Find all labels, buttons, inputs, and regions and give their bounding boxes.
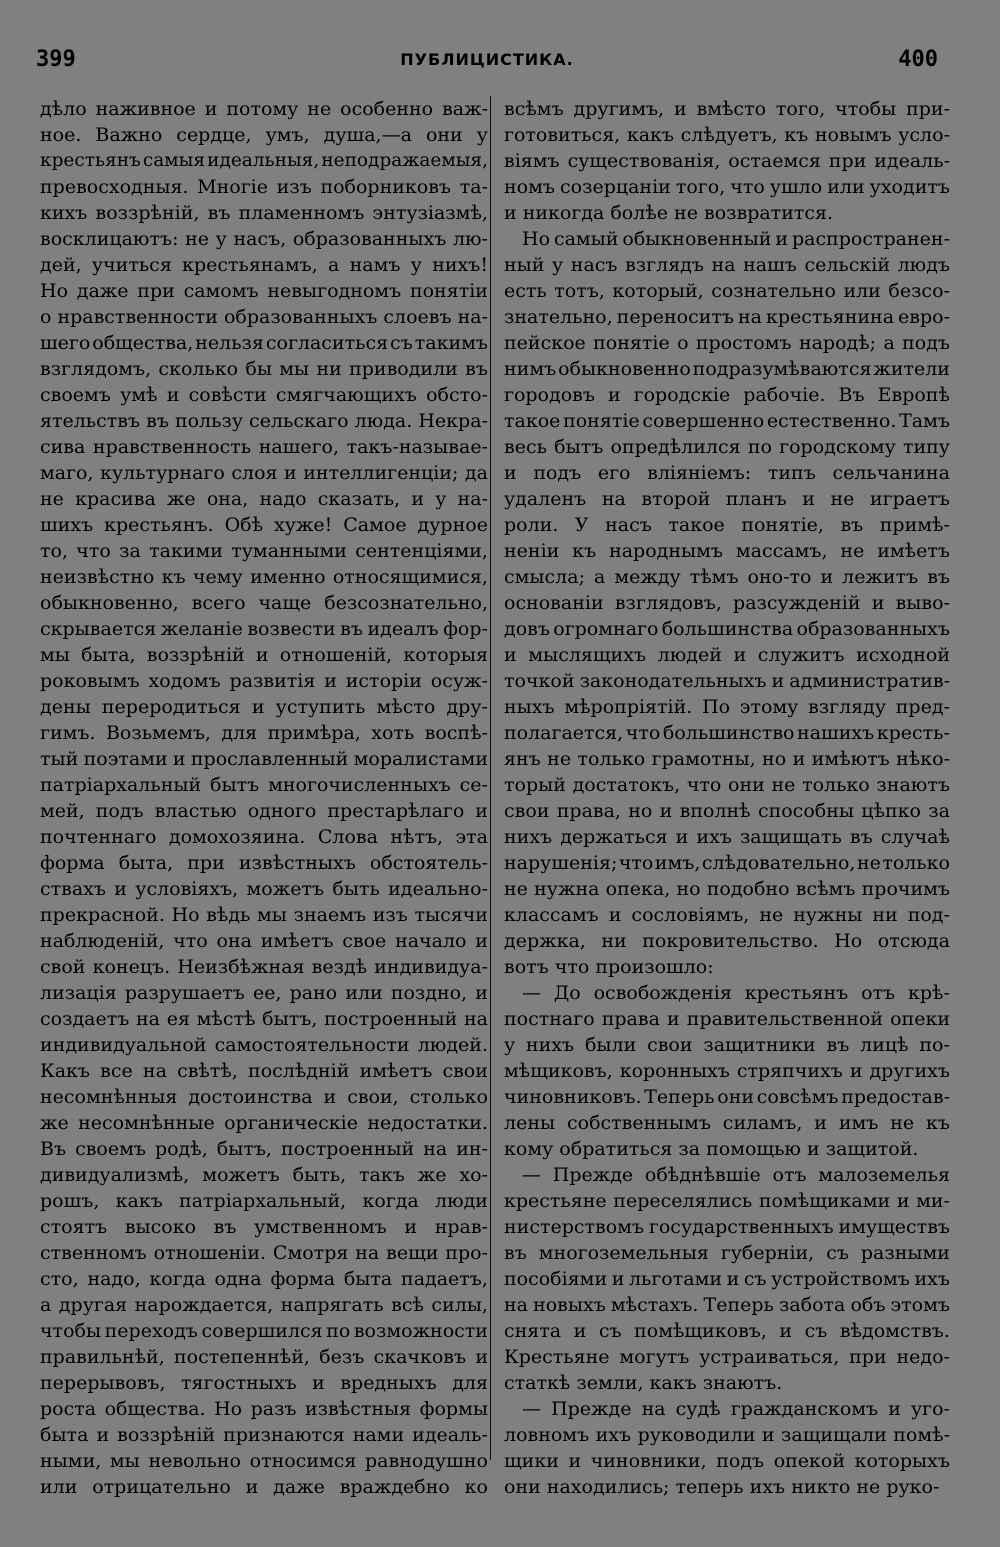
text-line: свой конецъ. Неизбѣжная вездѣ индивидуа- — [40, 956, 488, 978]
text-line: вотъ что произошло: — [504, 956, 714, 978]
text-line: восклицаютъ: не у насъ, образованныхъ лю- — [40, 228, 488, 250]
text-line: сива нравственность нашего, такъ-называе- — [40, 436, 488, 458]
text-line: взглядомъ, сколько бы мы ни приводили въ — [40, 358, 488, 380]
text-line: знательно, переноситъ на крестьянина евро- — [504, 306, 950, 328]
text-line: гимъ. Возьмемъ, для примѣра, хоть воспѣ- — [40, 722, 488, 744]
text-line: то, что за такими туманными сентенціями, — [40, 540, 488, 562]
running-header — [36, 42, 938, 76]
text-line: лизація разрушаетъ ее, рано или поздно, и — [40, 982, 488, 1004]
text-line: классамъ и сословіямъ, не нужны ни под- — [504, 904, 950, 926]
text-line: чиновниковъ. Теперь они совсѣмъ предостав- — [504, 1086, 950, 1108]
text-line: правильнѣй, постепеннѣй, безъ скачковъ и — [40, 1346, 488, 1368]
text-line: сто, надо, когда одна форма быта падаетъ, — [40, 1268, 488, 1290]
text-line: дивидуализмѣ, можетъ быть, такъ же хо- — [40, 1164, 488, 1186]
text-line: торый достатокъ, что они не только знаютъ — [504, 774, 950, 796]
page-number-left: 399 — [36, 46, 76, 72]
text-line: Въ своемъ родѣ, бытъ, построенный на ин- — [40, 1138, 488, 1160]
text-line: чтобы переходъ совершился по возможности — [40, 1320, 488, 1342]
text-line: несомнѣнныя достоинства и свои, столько — [40, 1086, 488, 1108]
text-line: превосходныя. Многіе изъ поборниковъ та- — [40, 176, 488, 198]
text-line: рошъ, какъ патріархальный, когда люди — [40, 1190, 488, 1212]
text-line: пособіями и льготами и съ устройствомъ ихъ — [504, 1268, 950, 1290]
text-line: готовиться, какъ слѣдуетъ, къ новымъ усло- — [504, 124, 950, 146]
text-line: роста общества. Но разъ извѣстныя формы — [40, 1398, 488, 1420]
text-line: обыкновенно, всего чаще безсознательно, — [40, 592, 488, 614]
text-line: патріархальный бытъ многочисленныхъ се- — [40, 774, 488, 796]
text-line: нимъ обыкновенно подразумѣваются жители — [504, 358, 950, 380]
text-line: — Прежде на судѣ гражданскомъ и уго- — [522, 1398, 950, 1420]
text-line: стоятъ высоко въ умственномъ и нрав- — [40, 1216, 488, 1238]
text-line: нихъ держаться и ихъ защищать въ случаѣ — [504, 826, 950, 848]
text-line: ными, мы невольно относимся равнодушно — [40, 1450, 488, 1472]
text-line: постнаго права и правительственной опеки — [504, 1008, 950, 1030]
text-line: такое понятіе совершенно естественно. Тамъ — [504, 410, 950, 432]
text-line: точкой законодательныхъ и административ- — [504, 670, 950, 692]
left-column — [40, 96, 488, 1500]
text-line: ствахъ и условіяхъ, можетъ быть идеально- — [40, 878, 488, 900]
text-line: ловномъ ихъ руководили и защищали помѣ- — [504, 1424, 950, 1446]
text-line: удаленъ на второй планъ и не играетъ — [504, 488, 950, 510]
text-line: быта и воззрѣній признаются нами идеаль- — [40, 1424, 488, 1446]
text-line: мей, подъ властью одного престарѣлаго и — [40, 800, 488, 822]
text-line: Но самый обыкновенный и распространен- — [522, 228, 950, 250]
text-line: — До освобожденія крестьянъ отъ крѣ- — [522, 982, 950, 1004]
running-title: ПУБЛИЦИСТИКА. — [400, 49, 574, 69]
text-line: Но даже при самомъ невыгодномъ понятіи — [40, 280, 488, 302]
text-line: наблюденій, что она имѣетъ свое начало и — [40, 930, 488, 952]
text-line: віямъ существованія, остаемся при идеаль- — [504, 150, 950, 172]
text-line: тый поэтами и прославленный моралистами — [40, 748, 488, 770]
text-line: ственномъ отношеніи. Смотря на вещи про- — [40, 1242, 488, 1264]
text-line: основаніи взглядовъ, разсужденій и выво- — [504, 592, 950, 614]
text-line: у нихъ были свои защитники въ лицѣ по- — [504, 1034, 950, 1056]
text-line: щики и чиновники, подъ опекой которыхъ — [504, 1450, 950, 1472]
text-line: ный у насъ взглядъ на нашъ сельскій людъ — [504, 254, 950, 276]
text-line: нистерствомъ государственныхъ имуществъ — [504, 1216, 950, 1238]
text-line: кому обратиться за помощью и защитой. — [504, 1138, 919, 1160]
text-line: смысла; а между тѣмъ оно-то и лежитъ въ — [504, 566, 950, 588]
text-line: неніи къ народнымъ массамъ, не имѣетъ — [504, 540, 950, 562]
text-line: Какъ все на свѣтѣ, послѣдній имѣетъ свои — [40, 1060, 488, 1082]
text-line: Крестьяне могутъ устраиваться, при недо- — [504, 1346, 950, 1368]
text-line: или отрицательно и даже враждебно ко — [40, 1476, 488, 1498]
text-line: мы быта, воззрѣній и отношеній, которыя — [40, 644, 488, 666]
text-line: создаетъ на ея мѣстѣ бытъ, построенный на — [40, 1008, 488, 1030]
text-line: крестьянъ самыя идеальныя, неподражаемыя, — [40, 150, 488, 171]
text-line: они находились; теперь ихъ никто не руко- — [504, 1476, 940, 1498]
text-line: статкѣ земли, какъ знаютъ. — [504, 1372, 783, 1394]
text-line: въ многоземельныя губерніи, съ разными — [504, 1242, 950, 1264]
text-line: не нужна опека, но подобно всѣмъ прочимъ — [504, 878, 950, 900]
text-line: крестьяне переселялись помѣщиками и ми- — [504, 1190, 950, 1212]
text-line: не красива же она, надо сказать, и у на- — [40, 488, 488, 510]
text-line: ное. Важно сердце, умъ, душа,—а они у — [40, 124, 488, 146]
right-column — [504, 96, 950, 1500]
text-line: на новыхъ мѣстахъ. Теперь забота объ этомъ — [504, 1294, 950, 1316]
text-line: шихъ крестьянъ. Обѣ хуже! Самое дурное — [40, 514, 488, 536]
text-line: своемъ умѣ и совѣсти смягчающихъ обсто- — [40, 384, 488, 406]
text-line: всѣмъ другимъ, и вмѣсто того, чтобы при- — [504, 98, 950, 120]
text-line: есть тотъ, который, сознательно или безсо- — [504, 280, 950, 302]
text-line: полагается, что большинство нашихъ кресть- — [504, 722, 950, 744]
text-line: форма быта, при извѣстныхъ обстоятель- — [40, 852, 488, 874]
text-line: же несомнѣнные органическіе недостатки. — [40, 1112, 488, 1134]
text-line: снята и съ помѣщиковъ, и съ вѣдомствъ. — [504, 1320, 950, 1342]
text-line: почтеннаго домохозяина. Слова нѣтъ, эта — [40, 826, 488, 848]
text-line: и мыслящихъ людей и служитъ исходной — [504, 644, 950, 666]
page-number-right: 400 — [898, 46, 938, 72]
text-line: перерывовъ, тягостныхъ и вредныхъ для — [40, 1372, 488, 1394]
text-line: держка, ни покровительство. Но отсюда — [504, 930, 950, 952]
text-line: скрывается желаніе возвести въ идеалъ фор- — [40, 618, 488, 640]
text-line: роли. У насъ такое понятіе, въ примѣ- — [504, 514, 950, 536]
text-line: дѣло наживное и потому не особенно важ- — [40, 98, 488, 120]
text-line: городовъ и городскіе рабочіе. Въ Европѣ — [504, 384, 950, 406]
text-line: шего общества, нельзя согласиться съ такимъ — [40, 332, 488, 354]
text-line: прекрасной. Но вѣдь мы знаемъ изъ тысячи — [40, 904, 488, 926]
text-line: пейское понятіе о простомъ народѣ; а подъ — [504, 332, 950, 354]
text-line: лены собственнымъ силамъ, и имъ не къ — [504, 1112, 950, 1134]
column-divider — [490, 96, 491, 1460]
text-line: кихъ воззрѣній, въ пламенномъ энтузіазмѣ, — [40, 202, 488, 224]
text-line: ныхъ мѣропріятій. По этому взгляду пред- — [504, 696, 950, 718]
text-line: мѣщиковъ, коронныхъ стряпчихъ и другихъ — [504, 1060, 950, 1082]
text-line: ятельствъ въ пользу сельскаго люда. Некра- — [40, 410, 488, 432]
text-line: нарушенія; что имъ, слѣдовательно, не только — [504, 852, 950, 874]
text-line: номъ созерцаніи того, что ушло или уходитъ — [504, 176, 950, 198]
text-line: янъ не только грамотны, но и имѣютъ нѣко- — [504, 748, 950, 770]
text-line: маго, культурнаго слоя и интеллигенціи; да — [40, 462, 488, 484]
text-line: свои права, но и вполнѣ способны цѣпко за — [504, 800, 950, 822]
text-line: роковымъ ходомъ развитія и исторіи осуж- — [40, 670, 488, 692]
text-line: неизвѣстно къ чему именно относящимися, — [40, 566, 488, 588]
text-line: довъ огромнаго большинства образованныхъ — [504, 618, 950, 640]
text-line: индивидуальной самостоятельности людей. — [40, 1034, 488, 1056]
text-line: дены переродиться и уступить мѣсто дру- — [40, 696, 488, 718]
text-line: о нравственности образованныхъ слоевъ на- — [40, 306, 488, 328]
text-line: и никогда болѣе не возвратится. — [504, 202, 834, 224]
text-line: а другая нарождается, напрягать всѣ силы, — [40, 1294, 488, 1316]
text-line: весь бытъ опредѣлился по городскому типу — [504, 436, 950, 458]
text-line: — Прежде обѣднѣвшіе отъ малоземелья — [522, 1164, 950, 1186]
text-line: дей, учиться крестьянамъ, а намъ у нихъ! — [40, 254, 488, 276]
text-line: и подъ его вліяніемъ: типъ сельчанина — [504, 462, 950, 484]
